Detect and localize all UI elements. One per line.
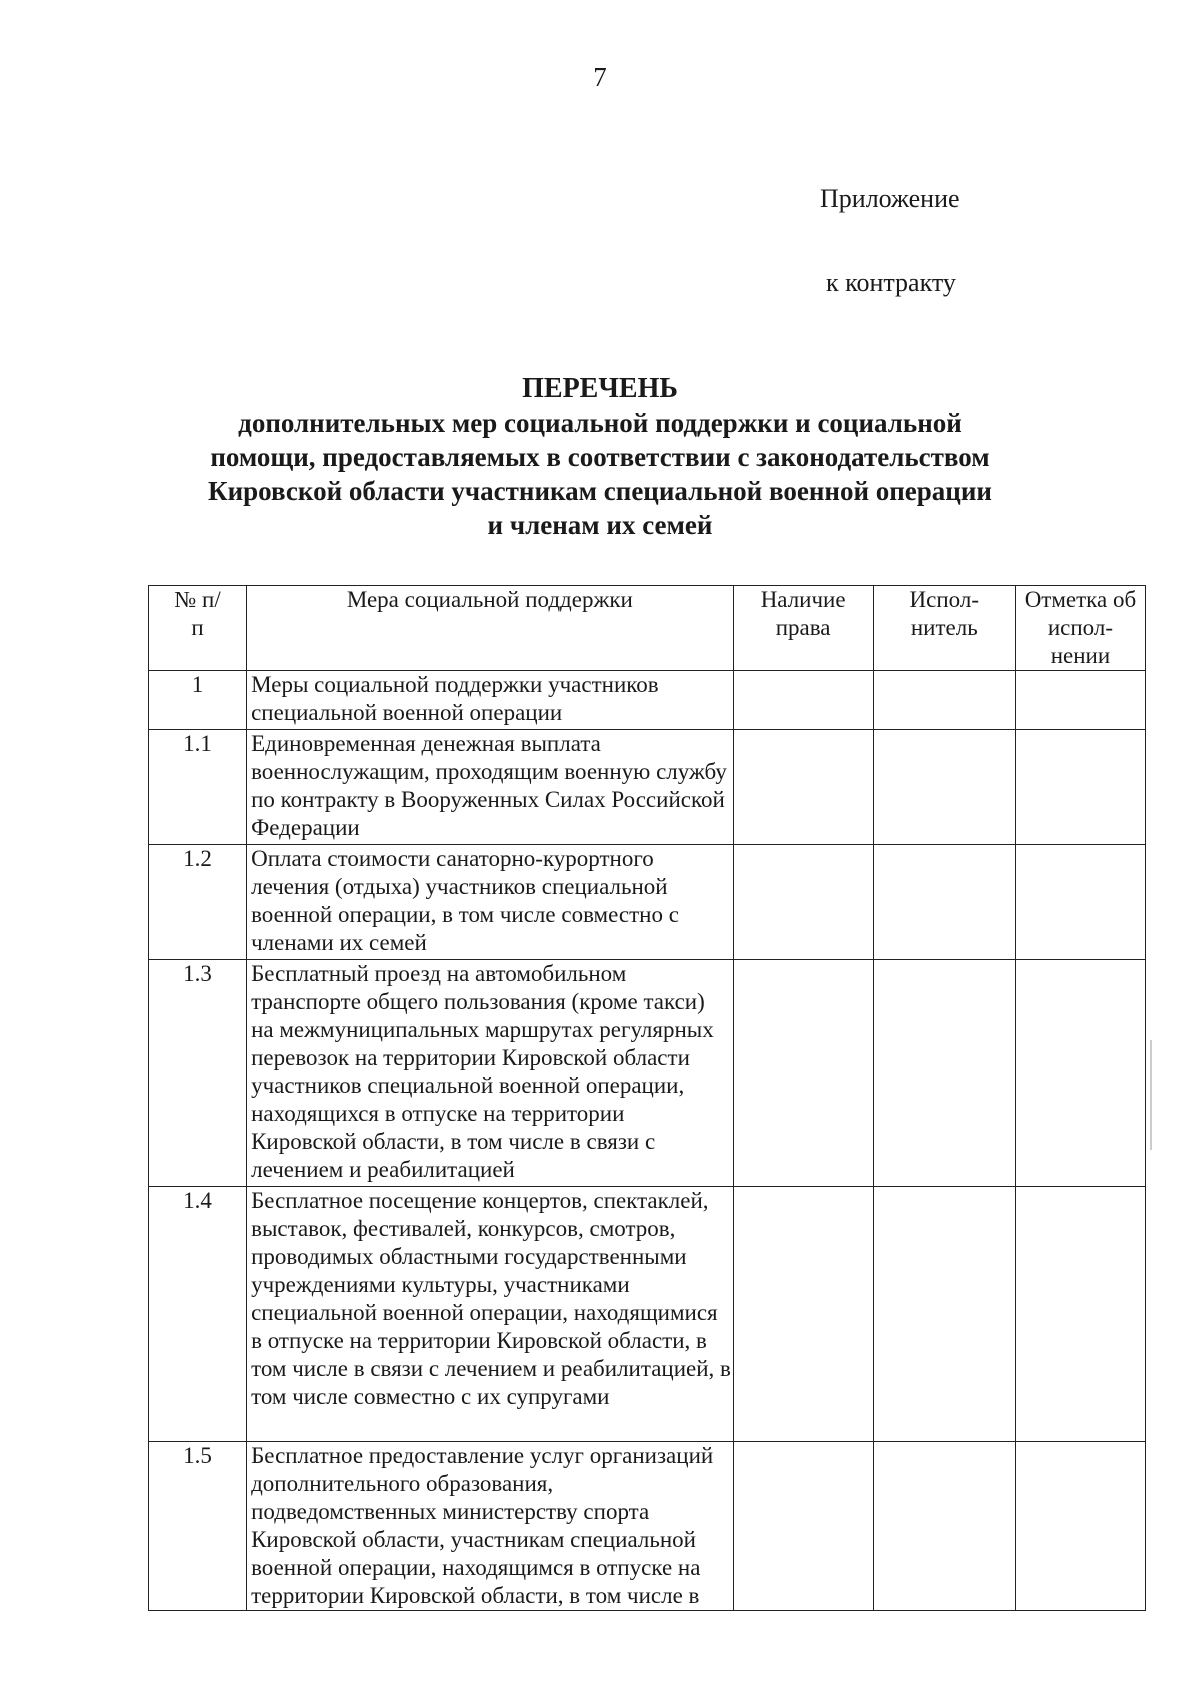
row-mark-cell xyxy=(1015,730,1145,845)
document-title xyxy=(150,372,1050,542)
table-row xyxy=(149,730,1146,845)
appendix-label: Приложение xyxy=(820,184,960,213)
row-executor-cell xyxy=(873,671,1015,730)
header-no: № п/п xyxy=(149,586,247,671)
row-right-cell xyxy=(733,1187,873,1442)
row-executor-cell xyxy=(873,1442,1015,1611)
row-number: 1.5 xyxy=(149,1442,247,1611)
title-line: Кировской области участникам специальной военной операции xyxy=(208,476,992,506)
row-executor-cell xyxy=(873,960,1015,1187)
table-row xyxy=(149,845,1146,960)
row-right-cell xyxy=(733,960,873,1187)
scan-edge-artifact xyxy=(1150,1040,1152,1150)
row-measure: Меры социальной поддержки участников специальной военной операции xyxy=(247,671,733,730)
table-row xyxy=(149,1442,1146,1611)
title-line: помощи, предоставляемых в соответствии с законодательством xyxy=(210,442,990,472)
row-measure: Оплата стоимости санаторно-курортного лечения (отдыха) участников специальной военной операции, в том числе совместно с членами их семей xyxy=(247,845,733,960)
row-executor-cell xyxy=(873,730,1015,845)
row-number: 1.4 xyxy=(149,1187,247,1442)
row-number: 1 xyxy=(149,671,247,730)
row-measure: Бесплатное предоставление услуг организаций дополнительного образования, подведомственных министерству спорта Кировской области, участникам специальной военной операции, находящимся в отпуске на территории Кировской области, в том числе в xyxy=(247,1442,733,1611)
header-measure: Мера социальной поддержки xyxy=(247,586,733,671)
row-right-cell xyxy=(733,1442,873,1611)
table-header-row xyxy=(149,586,1146,671)
table-row xyxy=(149,960,1146,1187)
row-right-cell xyxy=(733,845,873,960)
row-executor-cell xyxy=(873,1187,1015,1442)
row-mark-cell xyxy=(1015,671,1145,730)
measures-table xyxy=(148,585,1146,1611)
row-mark-cell xyxy=(1015,960,1145,1187)
row-right-cell xyxy=(733,730,873,845)
title-line: и членам их семей xyxy=(487,510,713,540)
row-executor-cell xyxy=(873,845,1015,960)
header-mark: Отметка об испол- нении xyxy=(1015,586,1145,671)
table-row xyxy=(149,1187,1146,1442)
header-right: Наличие права xyxy=(733,586,873,671)
row-number: 1.3 xyxy=(149,960,247,1187)
table-row xyxy=(149,671,1146,730)
page-number: 7 xyxy=(593,62,607,92)
row-mark-cell xyxy=(1015,845,1145,960)
row-measure: Бесплатное посещение концертов, спектаклей, выставок, фестивалей, конкурсов, смотров, проводимых областными государственными учреждениями культуры, участниками специальной военной операции, находящимися в отпуске на территории Кировской области, в том числе в связи с лечением и реабилитацией, в том числе совместно с их супругами xyxy=(247,1187,733,1442)
row-measure: Единовременная денежная выплата военнослужащим, проходящим военную службу по контракту в Вооруженных Силах Российской Федерации xyxy=(247,730,733,845)
header-executor: Испол- нитель xyxy=(873,586,1015,671)
row-number: 1.1 xyxy=(149,730,247,845)
row-mark-cell xyxy=(1015,1187,1145,1442)
appendix-contract-label: к контракту xyxy=(826,268,956,297)
row-right-cell xyxy=(733,671,873,730)
title-line: дополнительных мер социальной поддержки и социальной xyxy=(238,408,962,438)
row-measure: Бесплатный проезд на автомобильном транспорте общего пользования (кроме такси) на межмуниципальных маршрутах регулярных перевозок на территории Кировской области участников специальной военной операции, находящихся в отпуске на территории Кировской области, в том числе в связи с лечением и реабилитацией xyxy=(247,960,733,1187)
row-number: 1.2 xyxy=(149,845,247,960)
title-main: ПЕРЕЧЕНЬ xyxy=(522,373,678,404)
row-mark-cell xyxy=(1015,1442,1145,1611)
